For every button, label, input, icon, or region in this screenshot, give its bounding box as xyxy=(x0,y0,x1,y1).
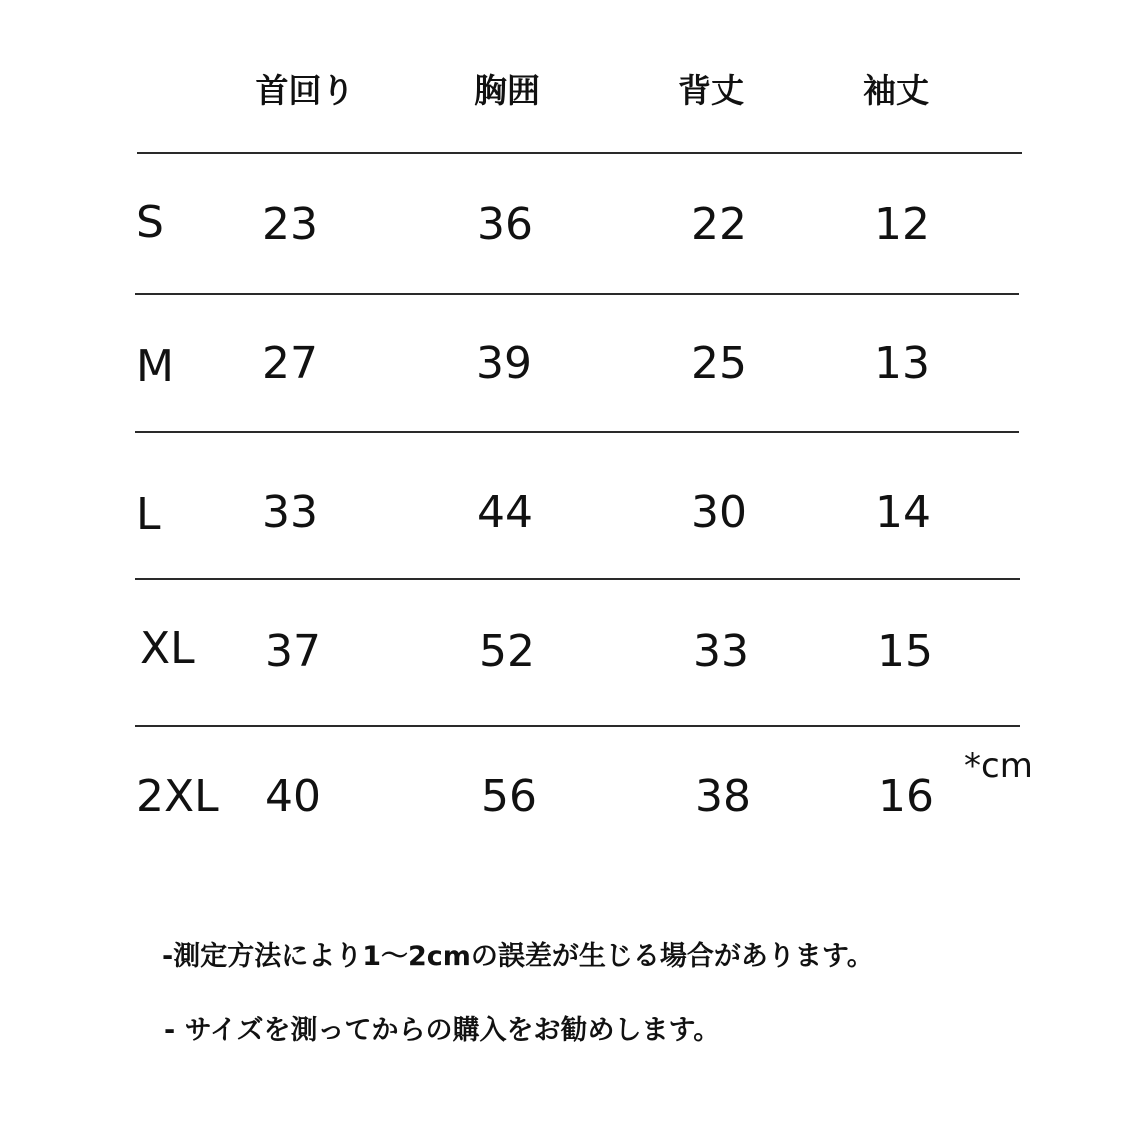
cell-l-chest: 44 xyxy=(477,487,533,538)
cell-m-chest: 39 xyxy=(476,338,532,389)
note-measurement-error: -測定方法により1～2cmの誤差が生じる場合があります。 xyxy=(162,941,874,972)
size-label-xl: XL xyxy=(140,623,195,674)
size-label-2xl: 2XL xyxy=(136,771,219,822)
row-divider xyxy=(135,578,1020,580)
size-label-l: L xyxy=(136,489,161,540)
cell-l-sleeve-length: 14 xyxy=(875,487,931,538)
row-divider xyxy=(137,152,1022,154)
cell-2xl-chest: 56 xyxy=(481,771,537,822)
cell-m-back-length: 25 xyxy=(691,338,747,389)
cell-s-back-length: 22 xyxy=(691,199,747,250)
cell-xl-chest: 52 xyxy=(479,626,535,677)
cell-xl-neck: 37 xyxy=(265,626,321,677)
cell-xl-back-length: 33 xyxy=(693,626,749,677)
cell-xl-sleeve-length: 15 xyxy=(877,626,933,677)
row-divider xyxy=(135,293,1019,295)
header-back-length: 背丈 xyxy=(678,71,744,110)
note-measure-before-purchase: - サイズを測ってからの購入をお勧めします。 xyxy=(164,1015,721,1046)
row-divider xyxy=(135,725,1020,727)
size-label-m: M xyxy=(136,341,174,392)
cell-2xl-neck: 40 xyxy=(265,771,321,822)
header-chest: 胸囲 xyxy=(474,71,540,110)
cell-s-neck: 23 xyxy=(262,199,318,250)
cell-m-sleeve-length: 13 xyxy=(874,338,930,389)
size-label-s: S xyxy=(136,197,164,248)
cell-l-neck: 33 xyxy=(262,487,318,538)
header-sleeve-length: 袖丈 xyxy=(863,71,929,110)
cell-s-chest: 36 xyxy=(477,199,533,250)
cell-l-back-length: 30 xyxy=(691,487,747,538)
row-divider xyxy=(135,431,1019,433)
cell-m-neck: 27 xyxy=(262,338,318,389)
unit-label: *cm xyxy=(964,746,1033,786)
cell-s-sleeve-length: 12 xyxy=(874,199,930,250)
header-neck: 首回り xyxy=(255,71,355,110)
cell-2xl-sleeve-length: 16 xyxy=(878,771,934,822)
cell-2xl-back-length: 38 xyxy=(695,771,751,822)
